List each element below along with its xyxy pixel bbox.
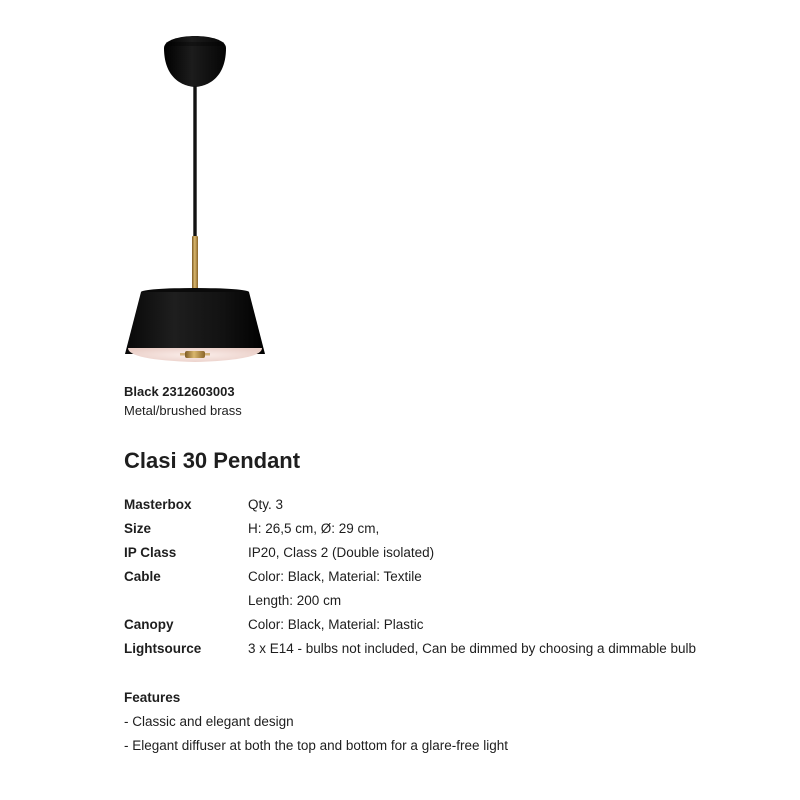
spec-value: H: 26,5 cm, Ø: 29 cm, [248, 521, 380, 536]
canopy-base [166, 42, 224, 46]
feature-item: - Elegant diffuser at both the top and bottom for a glare-free light [124, 738, 508, 753]
spec-row-ip-class [124, 543, 434, 563]
cable [193, 86, 196, 237]
spec-row-canopy [124, 615, 424, 635]
product-variant [124, 382, 242, 420]
spec-label: Cable [124, 569, 161, 584]
product-title: Clasi 30 Pendant [124, 448, 301, 473]
brass-rod [192, 236, 198, 290]
spec-value: Length: 200 cm [248, 593, 342, 608]
spec-label: IP Class [124, 545, 177, 560]
spec-label: Masterbox [124, 497, 192, 512]
spec-row-cable-length [124, 591, 341, 611]
spec-label: Canopy [124, 617, 174, 632]
features-heading: Features [124, 690, 181, 705]
spec-row-masterbox [124, 495, 283, 515]
spec-row-cable [124, 567, 422, 587]
spec-value: IP20, Class 2 (Double isolated) [248, 545, 435, 560]
spec-row-lightsource [124, 639, 696, 659]
spec-label: Lightsource [124, 641, 202, 656]
material-text: Metal/brushed brass [124, 403, 242, 418]
variant-code: Black 2312603003 [124, 384, 235, 399]
spec-value: Color: Black, Material: Textile [248, 569, 422, 584]
spec-label: Size [124, 521, 152, 536]
shade [125, 292, 265, 354]
spec-value: Color: Black, Material: Plastic [248, 617, 424, 632]
spec-row-size [124, 519, 379, 539]
feature-item: - Classic and elegant design [124, 714, 294, 729]
spec-value: 3 x E14 - bulbs not included, Can be dimmed by choosing a dimmable bulb [248, 641, 697, 656]
diffuser-center [185, 351, 205, 358]
pendant-lamp-image [120, 30, 270, 370]
spec-value: Qty. 3 [248, 497, 284, 512]
